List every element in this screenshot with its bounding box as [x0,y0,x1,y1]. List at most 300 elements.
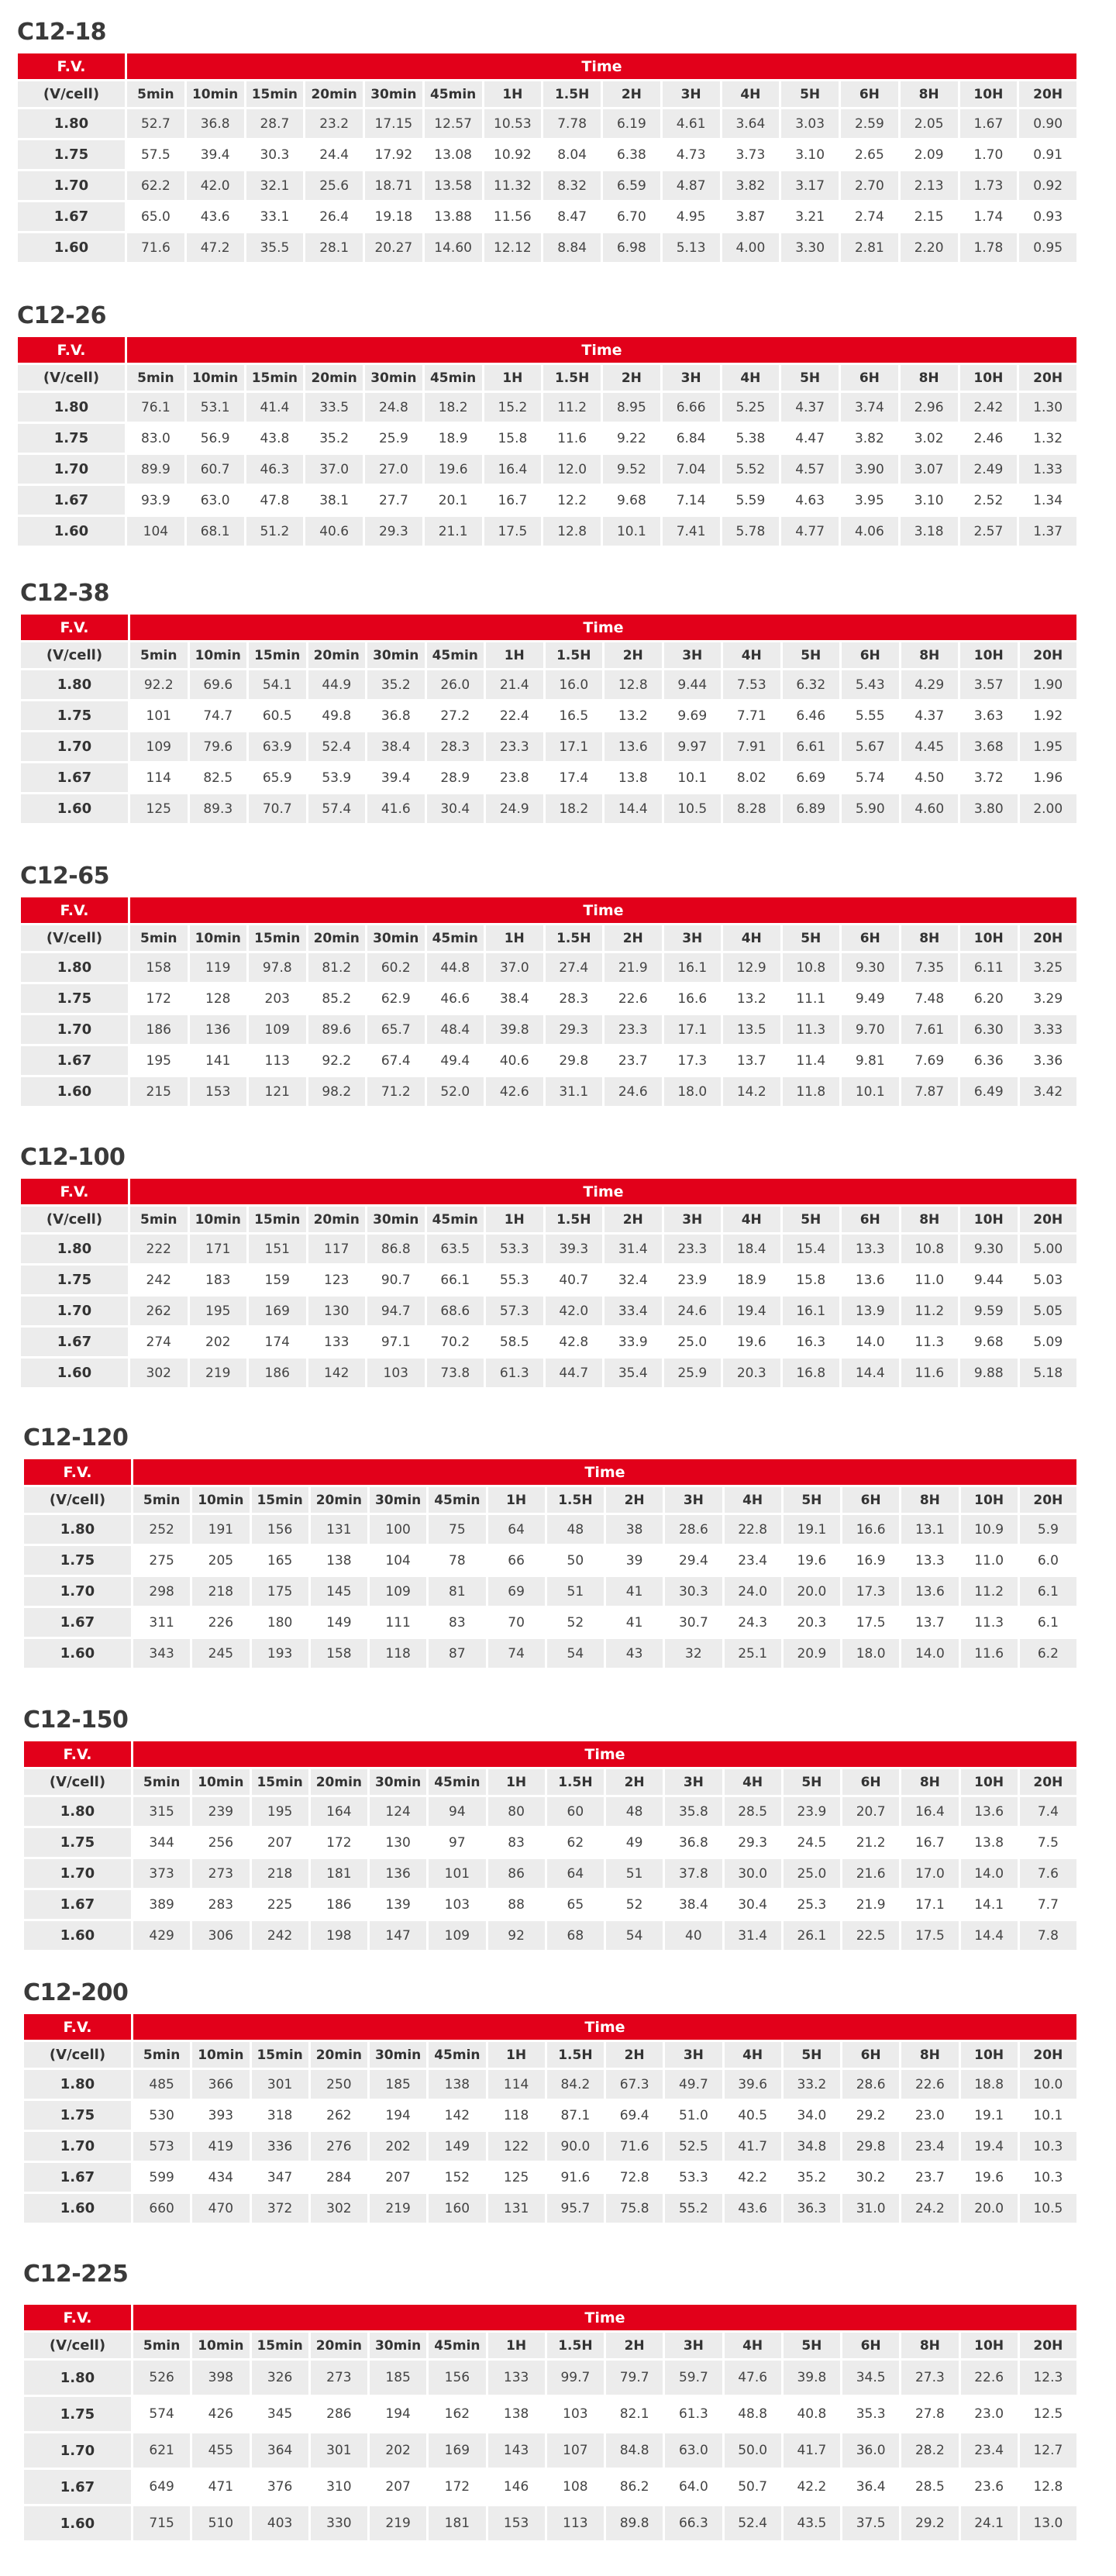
fv-row-label: 1.80 [24,1515,131,1544]
table-cell: 153 [488,2506,545,2540]
table-cell: 12.9 [723,953,780,982]
table-cell: 28.9 [427,763,484,792]
table-cell: 43.8 [246,424,304,453]
table-cell: 41.4 [246,393,304,422]
table-cell: 20.7 [842,1797,899,1826]
time-header: Time [133,1741,1076,1767]
table-cell: 455 [192,2433,249,2468]
table-row [21,794,1076,823]
table-cell: 23.3 [486,732,543,761]
table-cell: 57.5 [127,140,184,169]
table-cell: 6.69 [783,763,840,792]
table-cell: 6.32 [783,670,840,699]
table-cell: 33.9 [604,1328,662,1356]
table-row [21,953,1076,982]
table-cell: 17.0 [901,1859,958,1888]
table-cell: 13.8 [604,763,662,792]
table-cell: 138 [488,2397,545,2431]
column-header: 10H [960,642,1018,668]
table-cell: 34.8 [784,2132,840,2161]
column-header: 10min [190,925,247,951]
table-cell: 52.4 [725,2506,781,2540]
table-cell: 19.6 [425,455,482,484]
table-cell: 103 [547,2397,604,2431]
fv-row-label: 1.80 [24,2070,131,2099]
table-cell: 42.8 [546,1328,603,1356]
table-cell: 84.2 [547,2070,604,2099]
table-cell: 153 [190,1077,247,1106]
table-cell: 42.2 [784,2470,840,2504]
table-cell: 14.4 [842,1359,899,1387]
column-header: 8H [901,2333,958,2358]
column-header: 5min [133,2333,190,2358]
column-header: 45min [427,1207,484,1232]
table-cell: 39.8 [784,2361,840,2395]
column-header: 10H [960,1207,1018,1232]
table-cell: 242 [130,1266,188,1294]
table-row [24,1797,1076,1826]
column-header-row [18,81,1076,107]
table-cell: 103 [367,1359,425,1387]
table-cell: 37.0 [305,455,363,484]
table-cell: 40.5 [725,2101,781,2130]
table-cell: 89.3 [190,794,247,823]
table-cell: 7.7 [1020,1890,1076,1919]
table-cell: 16.1 [664,953,722,982]
header-row [21,897,1076,923]
table-cell: 109 [429,1921,485,1950]
fv-row-label: 1.80 [24,2361,131,2395]
table-cell: 97.1 [367,1328,425,1356]
table-cell: 95.7 [547,2194,604,2223]
section-title: C12-200 [23,1979,129,2006]
table-cell: 25.0 [664,1328,722,1356]
table-cell: 6.46 [783,701,840,730]
table-cell: 376 [252,2470,308,2504]
table-cell: 37.8 [665,1859,722,1888]
table-cell: 159 [249,1266,306,1294]
column-header: 10min [190,1207,247,1232]
unit-label: (V/cell) [21,1207,128,1232]
table-cell: 10.9 [961,1515,1018,1544]
table-cell: 48.4 [427,1015,484,1044]
table-cell: 124 [370,1797,426,1826]
column-header: 5min [133,2042,190,2068]
table-cell: 202 [370,2132,426,2161]
column-header: 1.5H [546,642,603,668]
table-cell: 63.0 [187,486,244,515]
table-cell: 80 [488,1797,545,1826]
table-cell: 4.60 [901,794,959,823]
table-cell: 4.50 [901,763,959,792]
column-header: 30min [367,925,425,951]
table-cell: 18.0 [842,1639,899,1668]
table-cell: 530 [133,2101,190,2130]
table-cell: 5.90 [842,794,899,823]
table-cell: 574 [133,2397,190,2431]
column-header: 1H [484,365,542,391]
table-cell: 273 [311,2361,367,2395]
table-cell: 1.90 [1020,670,1077,699]
table-cell: 6.19 [603,109,660,138]
table-cell: 51.0 [665,2101,722,2130]
table-cell: 6.1 [1020,1577,1076,1606]
discharge-table [16,51,1079,264]
table-cell: 38 [606,1515,663,1544]
table-row [21,1266,1076,1294]
table-cell: 113 [249,1046,306,1075]
table-row [24,2194,1076,2223]
fv-row-label: 1.60 [21,1077,128,1106]
table-cell: 366 [192,2070,249,2099]
table-cell: 49.8 [308,701,366,730]
table-row [24,2397,1076,2431]
fv-row-label: 1.67 [21,1328,128,1356]
table-cell: 39.8 [486,1015,543,1044]
table-cell: 3.36 [1020,1046,1077,1075]
table-cell: 9.68 [603,486,660,515]
table-cell: 74.7 [190,701,247,730]
fv-row-label: 1.75 [21,984,128,1013]
table-cell: 302 [130,1359,188,1387]
fv-row-label: 1.70 [24,1577,131,1606]
table-cell: 10.8 [783,953,840,982]
column-header: 15min [249,1207,306,1232]
fv-row-label: 1.80 [21,670,128,699]
table-cell: 6.49 [960,1077,1018,1106]
table-cell: 239 [192,1797,249,1826]
table-cell: 11.6 [543,424,601,453]
table-cell: 28.3 [546,984,603,1013]
table-cell: 88 [488,1890,545,1919]
table-cell: 57.3 [486,1297,543,1325]
table-cell: 1.30 [1019,393,1076,422]
table-cell: 10.1 [1020,2101,1076,2130]
table-cell: 286 [311,2397,367,2431]
table-cell: 33.2 [784,2070,840,2099]
table-cell: 276 [311,2132,367,2161]
table-cell: 3.82 [722,171,780,200]
table-cell: 2.46 [960,424,1018,453]
table-cell: 147 [370,1921,426,1950]
table-cell: 75.8 [606,2194,663,2223]
column-header: 30min [370,2042,426,2068]
table-cell: 42.0 [546,1297,603,1325]
table-cell: 89.9 [127,455,184,484]
table-cell: 7.71 [723,701,780,730]
table-cell: 27.3 [901,2361,958,2395]
discharge-table [22,1739,1079,1952]
table-cell: 133 [308,1328,366,1356]
column-header: 2H [606,1487,663,1513]
table-cell: 10.5 [1020,2194,1076,2223]
table-row [21,1015,1076,1044]
table-cell: 195 [190,1297,247,1325]
table-cell: 193 [252,1639,308,1668]
fv-header: F.V. [18,337,125,363]
table-cell: 6.0 [1020,1546,1076,1575]
table-cell: 9.88 [960,1359,1018,1387]
table-cell: 76.1 [127,393,184,422]
table-cell: 67.3 [606,2070,663,2099]
table-cell: 315 [133,1797,190,1826]
table-cell: 16.7 [484,486,542,515]
table-cell: 207 [370,2163,426,2192]
table-cell: 72.8 [606,2163,663,2192]
table-cell: 18.2 [546,794,603,823]
column-header: 5H [781,365,839,391]
table-cell: 63.9 [249,732,306,761]
table-cell: 23.4 [961,2433,1018,2468]
table-row [24,2132,1076,2161]
column-header: 5min [130,925,188,951]
table-cell: 434 [192,2163,249,2192]
table-row [18,424,1076,453]
table-cell: 47.8 [246,486,304,515]
table-cell: 101 [429,1859,485,1888]
table-cell: 66.1 [427,1266,484,1294]
column-header: 20min [308,925,366,951]
table-cell: 19.1 [784,1515,840,1544]
table-cell: 114 [488,2070,545,2099]
table-cell: 24.6 [664,1297,722,1325]
table-cell: 39.6 [725,2070,781,2099]
column-header: 45min [429,2333,485,2358]
table-cell: 52.0 [427,1077,484,1106]
table-cell: 5.43 [842,670,899,699]
table-cell: 30.4 [427,794,484,823]
table-cell: 11.0 [961,1546,1018,1575]
table-cell: 2.05 [901,109,958,138]
table-cell: 53.9 [308,763,366,792]
table-cell: 46.3 [246,455,304,484]
table-cell: 13.7 [901,1608,958,1637]
column-header: 4H [723,642,780,668]
table-cell: 62 [547,1828,604,1857]
table-cell: 24.9 [486,794,543,823]
section-title: C12-38 [20,580,109,607]
column-header: 15min [252,1769,308,1795]
table-cell: 87 [429,1639,485,1668]
table-cell: 9.97 [664,732,722,761]
table-cell: 4.77 [781,517,839,546]
column-header: 45min [429,1487,485,1513]
table-cell: 56.9 [187,424,244,453]
column-header: 10H [961,2333,1018,2358]
table-cell: 172 [429,2470,485,2504]
table-cell: 14.60 [425,233,482,262]
fv-header: F.V. [21,897,128,923]
column-header: 4H [723,925,780,951]
table-cell: 57.4 [308,794,366,823]
table-cell: 41.6 [367,794,425,823]
table-cell: 60.2 [367,953,425,982]
table-cell: 2.00 [1020,794,1077,823]
table-cell: 22.6 [604,984,662,1013]
column-header: 1.5H [547,1769,604,1795]
table-cell: 194 [370,2101,426,2130]
table-cell: 69.6 [190,670,247,699]
column-header: 4H [725,2333,781,2358]
table-cell: 30.2 [842,2163,899,2192]
table-cell: 30.0 [725,1859,781,1888]
table-cell: 6.20 [960,984,1018,1013]
table-cell: 19.6 [784,1546,840,1575]
column-header: 20min [311,2333,367,2358]
table-cell: 25.1 [725,1639,781,1668]
fv-row-label: 1.60 [18,517,125,546]
table-cell: 20.9 [784,1639,840,1668]
table-cell: 10.0 [1020,2070,1076,2099]
table-cell: 35.2 [305,424,363,453]
table-cell: 195 [130,1046,188,1075]
table-cell: 152 [429,2163,485,2192]
table-cell: 44.7 [546,1359,603,1387]
table-row [21,1046,1076,1075]
unit-label: (V/cell) [24,2042,131,2068]
table-cell: 81.2 [308,953,366,982]
table-cell: 33.5 [305,393,363,422]
table-cell: 146 [488,2470,545,2504]
table-cell: 48 [606,1797,663,1826]
table-cell: 250 [311,2070,367,2099]
table-cell: 28.3 [427,732,484,761]
table-cell: 43 [606,1639,663,1668]
table-cell: 186 [130,1015,188,1044]
table-cell: 13.6 [604,732,662,761]
table-cell: 398 [192,2361,249,2395]
fv-header: F.V. [24,2305,131,2330]
fv-header: F.V. [24,2014,131,2040]
table-row [21,1077,1076,1106]
table-cell: 14.0 [901,1639,958,1668]
table-cell: 29.4 [665,1546,722,1575]
table-cell: 63.5 [427,1235,484,1263]
table-cell: 715 [133,2506,190,2540]
table-cell: 18.71 [365,171,422,200]
table-cell: 32 [665,1639,722,1668]
table-cell: 347 [252,2163,308,2192]
fv-row-label: 1.70 [18,455,125,484]
table-cell: 10.53 [484,109,542,138]
table-cell: 17.3 [664,1046,722,1075]
table-cell: 125 [488,2163,545,2192]
table-row [18,233,1076,262]
table-cell: 43.5 [784,2506,840,2540]
table-cell: 0.91 [1019,140,1076,169]
table-cell: 526 [133,2361,190,2395]
fv-row-label: 1.70 [24,2132,131,2161]
table-cell: 2.81 [841,233,898,262]
fv-row-label: 1.75 [24,1828,131,1857]
table-cell: 24.3 [725,1608,781,1637]
table-cell: 28.6 [665,1515,722,1544]
table-cell: 13.2 [723,984,780,1013]
column-header: 3H [664,925,722,951]
column-header-row [21,925,1076,951]
table-cell: 10.1 [842,1077,899,1106]
table-cell: 13.88 [425,202,482,231]
table-cell: 185 [370,2361,426,2395]
table-cell: 5.18 [1020,1359,1077,1387]
table-cell: 27.7 [365,486,422,515]
fv-row-label: 1.60 [18,233,125,262]
table-cell: 82.5 [190,763,247,792]
time-header: Time [127,337,1076,363]
table-cell: 86.8 [367,1235,425,1263]
table-cell: 24.6 [604,1077,662,1106]
column-header: 20H [1020,2333,1076,2358]
discharge-table [19,895,1079,1108]
column-header: 3H [665,1487,722,1513]
table-cell: 39 [606,1546,663,1575]
table-cell: 16.8 [783,1359,840,1387]
table-cell: 11.4 [783,1046,840,1075]
fv-row-label: 1.60 [24,2194,131,2223]
table-cell: 13.6 [842,1266,899,1294]
table-cell: 16.7 [901,1828,958,1857]
table-cell: 54 [547,1639,604,1668]
column-header: 5H [784,1487,840,1513]
column-header: 5H [784,1769,840,1795]
table-cell: 98.2 [308,1077,366,1106]
table-row [18,140,1076,169]
table-cell: 149 [311,1608,367,1637]
column-header: 6H [842,925,899,951]
table-cell: 3.30 [781,233,839,262]
table-cell: 13.0 [1020,2506,1076,2540]
table-cell: 7.48 [901,984,959,1013]
table-cell: 139 [370,1890,426,1919]
column-header: 6H [841,365,898,391]
table-cell: 2.59 [841,109,898,138]
table-cell: 66 [488,1546,545,1575]
table-cell: 219 [370,2194,426,2223]
table-cell: 510 [192,2506,249,2540]
column-header-row [21,642,1076,668]
table-cell: 25.9 [365,424,422,453]
table-cell: 419 [192,2132,249,2161]
table-cell: 14.2 [723,1077,780,1106]
table-cell: 17.92 [365,140,422,169]
table-cell: 35.5 [246,233,304,262]
table-cell: 107 [547,2433,604,2468]
table-cell: 74 [488,1639,545,1668]
table-cell: 28.5 [901,2470,958,2504]
table-cell: 10.8 [901,1235,959,1263]
table-cell: 86.2 [606,2470,663,2504]
table-cell: 2.57 [960,517,1018,546]
column-header: 5H [783,642,840,668]
table-cell: 41 [606,1577,663,1606]
table-cell: 23.3 [604,1015,662,1044]
table-cell: 599 [133,2163,190,2192]
column-header: 4H [723,1207,780,1232]
column-header: 4H [722,365,780,391]
column-header: 15min [252,2333,308,2358]
table-cell: 17.1 [664,1015,722,1044]
column-header: 1.5H [543,365,601,391]
table-cell: 403 [252,2506,308,2540]
table-cell: 97 [429,1828,485,1857]
table-cell: 53.1 [187,393,244,422]
table-cell: 118 [370,1639,426,1668]
table-cell: 84.8 [606,2433,663,2468]
column-header: 6H [842,2333,899,2358]
column-header: 5min [127,365,184,391]
table-cell: 19.6 [961,2163,1018,2192]
fv-row-label: 1.80 [21,1235,128,1263]
